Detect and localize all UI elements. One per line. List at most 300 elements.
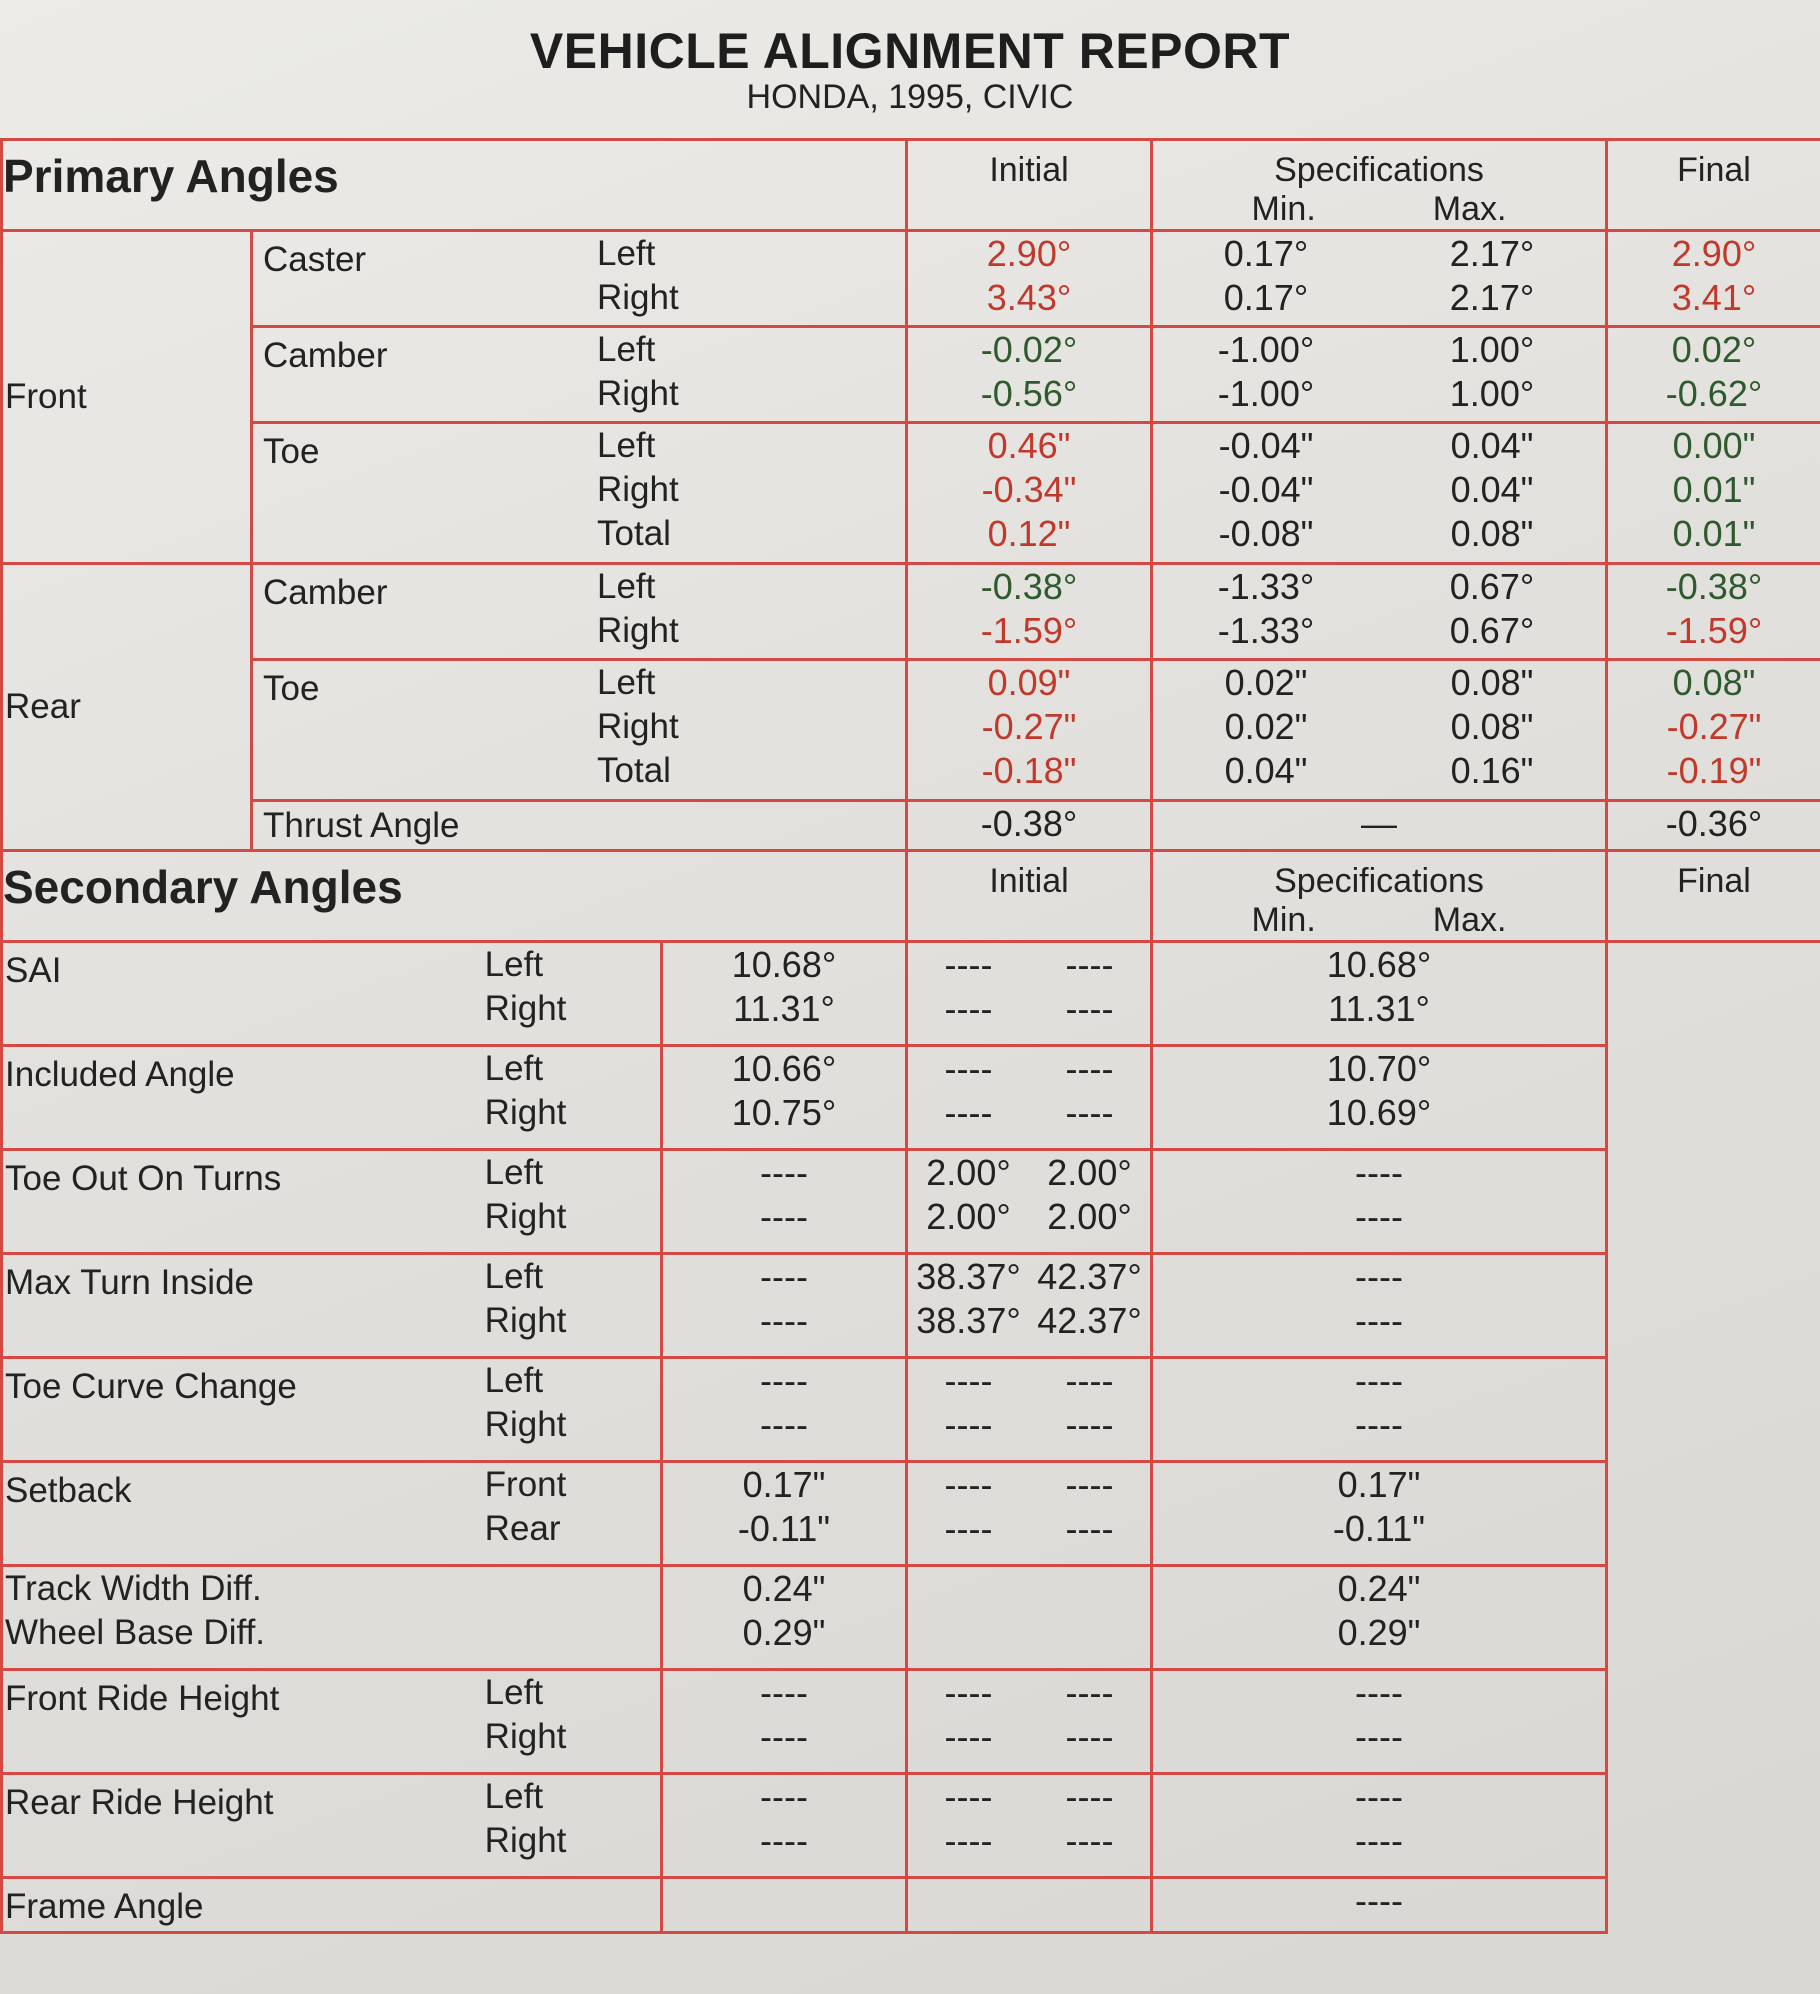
spec-min-value: 2.00°	[926, 1196, 1011, 1237]
spec-min-value: 38.37°	[916, 1256, 1021, 1297]
final-values	[1153, 1359, 1605, 1447]
secondary-angle-name: Max Turn Inside	[5, 1263, 254, 1302]
spec-min-col	[908, 1047, 1029, 1135]
spec-max-col	[1379, 565, 1605, 653]
spec-min-value: ----	[944, 1360, 993, 1401]
final-values	[1153, 1255, 1605, 1343]
final-values	[1153, 1047, 1605, 1135]
final-value: ----	[1355, 1820, 1403, 1861]
side-label: Right	[484, 1821, 567, 1860]
initial-cell	[662, 1566, 907, 1670]
final-values	[1153, 1463, 1605, 1551]
spec-max-value: 2.17°	[1449, 233, 1535, 274]
initial-values	[663, 1775, 905, 1863]
initial-cell	[662, 1046, 907, 1150]
initial-value: 0.24"	[742, 1568, 826, 1609]
spec-max-value: ----	[1065, 1092, 1114, 1133]
final-value: 10.69°	[1326, 1092, 1432, 1133]
initial-values	[663, 1463, 905, 1551]
initial-value: 0.09"	[987, 662, 1071, 703]
secondary-name-cell	[2, 1878, 662, 1933]
spec-min-value: ----	[944, 944, 993, 985]
initial-value: ----	[760, 1360, 808, 1401]
initial-values	[663, 1567, 905, 1655]
spec-max-col	[1029, 1671, 1150, 1759]
spec-max-col	[1029, 1255, 1150, 1343]
thrust-initial-value: -0.38°	[980, 803, 1078, 844]
spec-max-value: ----	[1065, 1404, 1114, 1445]
spec-max-value: 2.00°	[1047, 1152, 1132, 1193]
min-heading: Min.	[1251, 190, 1316, 228]
final-value: ----	[1355, 1360, 1403, 1401]
final-values	[1153, 1775, 1605, 1863]
primary-header-row	[2, 140, 1820, 231]
spec-values	[908, 1775, 1150, 1863]
primary-row	[2, 231, 1820, 327]
spec-min-col	[908, 1463, 1029, 1551]
initial-value: 11.31°	[733, 988, 835, 1029]
initial-value: ----	[760, 1256, 808, 1297]
spec-max-value: ----	[1065, 988, 1114, 1029]
spec-max-value: ----	[1065, 1464, 1114, 1505]
final-value: 11.31°	[1328, 988, 1430, 1029]
angle-name: Toe	[263, 432, 320, 471]
spec-cell	[907, 1566, 1152, 1670]
final-cell	[1152, 942, 1607, 1046]
angle-name: Toe	[263, 669, 320, 708]
side-label: Left	[484, 1673, 544, 1712]
secondary-angle-name: Included Angle	[5, 1055, 235, 1094]
initial-cell	[662, 1254, 907, 1358]
thrust-final-value: -0.36°	[1665, 803, 1763, 844]
primary-heading: Primary Angles	[3, 150, 339, 202]
initial-value: ----	[760, 1820, 808, 1861]
spec-max-value: 0.67°	[1449, 610, 1535, 651]
spec-min-col	[908, 1359, 1029, 1447]
spec-cell	[907, 1254, 1152, 1358]
secondary-name-wrap	[3, 1879, 660, 1929]
final-value: 0.24"	[1337, 1568, 1421, 1609]
initial-values	[908, 661, 1150, 793]
col-initial-header	[907, 140, 1152, 231]
spec-max-col	[1029, 1359, 1150, 1447]
initial-cell	[907, 564, 1152, 660]
side-labels	[471, 943, 660, 1031]
initial-value: -0.56°	[980, 373, 1078, 414]
side-labels	[471, 1151, 660, 1239]
angle-name-cell	[252, 231, 907, 327]
side-label: Right	[484, 1405, 567, 1444]
spec-min-value: 0.02"	[1224, 662, 1308, 703]
secondary-name-cell	[2, 1254, 662, 1358]
secondary-name-wrap	[3, 1047, 660, 1135]
side-label: Left	[597, 330, 656, 369]
rear-group-cell	[2, 564, 252, 851]
spec-max-value: 0.04"	[1450, 469, 1534, 510]
final-heading: Final	[1677, 151, 1751, 189]
secondary-angle-name: SAI	[5, 951, 62, 990]
initial-value: -1.59°	[980, 610, 1078, 651]
initial-values	[663, 1359, 905, 1447]
final-value: 10.68°	[1326, 944, 1432, 985]
thrust-initial-cell	[907, 801, 1152, 851]
thrust-name-cell	[252, 801, 907, 851]
final-values	[1153, 1671, 1605, 1759]
front-group-label: Front	[5, 377, 87, 416]
spec-values	[1153, 661, 1605, 793]
final-cell	[1152, 1358, 1607, 1462]
spec-max-value: 0.04"	[1450, 425, 1534, 466]
col-specs-header	[1152, 140, 1607, 231]
final-values	[1608, 661, 1820, 793]
min-heading: Min.	[1251, 901, 1316, 939]
final-value: 0.17"	[1337, 1464, 1421, 1505]
final-values	[1153, 1879, 1605, 1923]
final-cell	[1607, 231, 1820, 327]
side-labels	[471, 1255, 660, 1343]
angle-name-wrap	[253, 424, 905, 556]
initial-cell	[907, 231, 1152, 327]
report-subtitle: HONDA, 1995, CIVIC	[746, 78, 1074, 116]
spec-min-col	[908, 943, 1029, 1031]
final-value: 3.41°	[1671, 277, 1757, 318]
side-label: Right	[597, 278, 679, 317]
secondary-name-wrap	[3, 1255, 660, 1343]
final-cell	[1152, 1566, 1607, 1670]
side-label: Right	[597, 374, 679, 413]
spec-cell	[1152, 423, 1607, 564]
initial-value: -0.11"	[737, 1508, 831, 1549]
initial-values	[908, 328, 1150, 416]
max-heading: Max.	[1432, 190, 1507, 228]
angle-name: Camber	[263, 336, 388, 375]
final-value: ----	[1355, 1300, 1403, 1341]
spec-values	[1153, 424, 1605, 556]
thrust-spec-value: —	[1361, 803, 1398, 844]
initial-values	[663, 1255, 905, 1343]
final-value: ----	[1355, 1672, 1403, 1713]
spec-max-value: 2.17°	[1449, 277, 1535, 318]
side-label: Left	[597, 567, 656, 606]
spec-values	[1153, 565, 1605, 653]
spec-min-col	[1153, 661, 1379, 793]
spec-cell	[907, 1670, 1152, 1774]
max-heading: Max.	[1432, 901, 1507, 939]
side-labels	[583, 565, 905, 653]
spec-max-value: ----	[1065, 1508, 1114, 1549]
angle-name-cell	[252, 564, 907, 660]
side-label: Right	[484, 1301, 567, 1340]
spec-cell	[1152, 231, 1607, 327]
spec-max-value: 0.67°	[1449, 566, 1535, 607]
thrust-spec-cell	[1152, 801, 1607, 851]
initial-value: -0.27"	[981, 706, 1077, 747]
secondary-heading: Secondary Angles	[3, 861, 403, 913]
spec-min-value: -1.00°	[1217, 329, 1315, 370]
initial-cell	[907, 423, 1152, 564]
final-value: ----	[1355, 1880, 1403, 1921]
front-group-cell	[2, 231, 252, 564]
spec-min-col	[908, 1775, 1029, 1863]
side-labels	[471, 1047, 660, 1135]
side-label: Right	[484, 1093, 567, 1132]
secondary-name-cell	[2, 1150, 662, 1254]
initial-value: 0.12"	[987, 513, 1071, 554]
min-max-headings	[1153, 901, 1605, 940]
min-max-headings	[1153, 190, 1605, 229]
initial-cell	[662, 1878, 907, 1933]
spec-max-value: 0.08"	[1450, 706, 1534, 747]
side-label: Left	[597, 234, 656, 273]
spec-max-value: ----	[1065, 1716, 1114, 1757]
initial-value: 0.17"	[742, 1464, 826, 1505]
col-specs-header	[1152, 851, 1607, 942]
specs-heading-wrap	[1153, 141, 1605, 229]
spec-min-col	[908, 1671, 1029, 1759]
angle-name-wrap	[253, 565, 905, 653]
spec-min-value: 38.37°	[916, 1300, 1021, 1341]
spec-max-value: 1.00°	[1449, 329, 1535, 370]
initial-value: -0.18"	[981, 750, 1077, 791]
spec-max-value: 0.08"	[1450, 662, 1534, 703]
final-heading: Final	[1677, 862, 1751, 900]
spec-values	[1153, 328, 1605, 416]
side-label: Front	[484, 1465, 567, 1504]
spec-min-value: -1.33°	[1217, 566, 1315, 607]
spec-min-value: ----	[944, 1776, 993, 1817]
primary-row	[2, 327, 1820, 423]
primary-row	[2, 423, 1820, 564]
secondary-row	[2, 942, 1820, 1046]
initial-cell	[662, 1670, 907, 1774]
spec-values	[908, 1671, 1150, 1759]
secondary-row	[2, 1878, 1820, 1933]
secondary-row	[2, 1566, 1820, 1670]
final-value: ----	[1355, 1256, 1403, 1297]
final-cell	[1152, 1150, 1607, 1254]
spec-min-value: ----	[944, 1820, 993, 1861]
final-value: ----	[1355, 1716, 1403, 1757]
final-value: ----	[1355, 1152, 1403, 1193]
initial-value: ----	[760, 1776, 808, 1817]
spec-cell	[907, 1358, 1152, 1462]
secondary-name-wrap	[3, 1359, 660, 1447]
spec-max-value: ----	[1065, 944, 1114, 985]
side-label: Right	[597, 611, 679, 650]
spec-cell	[907, 1150, 1152, 1254]
primary-row	[2, 660, 1820, 801]
spec-max-value: 0.16"	[1450, 750, 1534, 791]
angle-name-wrap	[253, 328, 905, 416]
spec-min-value: 0.04"	[1224, 750, 1308, 791]
spec-max-col	[1379, 424, 1605, 556]
secondary-name-col	[3, 1879, 661, 1929]
spec-max-value: 0.08"	[1450, 513, 1534, 554]
secondary-name-cell	[2, 1358, 662, 1462]
side-label: Left	[484, 1777, 544, 1816]
initial-value: ----	[760, 1404, 808, 1445]
secondary-row	[2, 1670, 1820, 1774]
final-cell	[1152, 1878, 1607, 1933]
initial-heading: Initial	[989, 862, 1069, 900]
secondary-row	[2, 1254, 1820, 1358]
secondary-name-cell	[2, 1566, 662, 1670]
final-cell	[1607, 660, 1820, 801]
secondary-row	[2, 1358, 1820, 1462]
final-values	[1153, 943, 1605, 1031]
spec-min-value: 0.17°	[1223, 233, 1309, 274]
spec-cell	[1152, 564, 1607, 660]
final-value: 10.70°	[1326, 1048, 1432, 1089]
specifications-heading: Specifications	[1274, 862, 1484, 900]
side-label: Total	[597, 751, 671, 790]
spec-values	[908, 1151, 1150, 1239]
side-label: Right	[484, 989, 567, 1028]
final-value: 0.29"	[1337, 1612, 1421, 1653]
spec-min-col	[908, 1151, 1029, 1239]
final-cell	[1152, 1670, 1607, 1774]
spec-cell	[907, 1046, 1152, 1150]
secondary-name-cell	[2, 1670, 662, 1774]
secondary-name-wrap	[3, 1567, 660, 1655]
spec-max-value: 42.37°	[1037, 1300, 1142, 1341]
final-value: -1.59°	[1665, 610, 1763, 651]
secondary-name-col	[3, 1567, 661, 1655]
secondary-name-cell	[2, 1462, 662, 1566]
initial-value: -0.38°	[980, 566, 1078, 607]
initial-values	[908, 424, 1150, 556]
side-labels	[471, 1359, 660, 1447]
spec-min-value: ----	[944, 1092, 993, 1133]
final-value: 0.08"	[1672, 662, 1756, 703]
final-cell	[1607, 423, 1820, 564]
spec-min-value: ----	[944, 1508, 993, 1549]
col-final-header	[1607, 851, 1820, 942]
spec-min-col	[908, 1255, 1029, 1343]
initial-value: 10.68°	[731, 944, 837, 985]
spec-min-value: ----	[944, 1048, 993, 1089]
spec-max-col	[1379, 661, 1605, 793]
final-value: ----	[1355, 1404, 1403, 1445]
angle-name: Caster	[263, 240, 367, 279]
side-labels	[583, 328, 905, 416]
spec-max-value: ----	[1065, 1776, 1114, 1817]
secondary-name-cell	[2, 1046, 662, 1150]
spec-values	[908, 943, 1150, 1031]
angle-name-cell	[252, 660, 907, 801]
secondary-angle-name: Toe Out On Turns	[5, 1159, 282, 1198]
secondary-angle-name: Toe Curve Change	[5, 1367, 297, 1406]
secondary-row	[2, 1462, 1820, 1566]
spec-values	[908, 1255, 1150, 1343]
spec-min-value: -0.04"	[1218, 425, 1314, 466]
secondary-name-cell	[2, 942, 662, 1046]
initial-value: 10.75°	[731, 1092, 837, 1133]
spec-max-col	[1379, 232, 1605, 320]
final-value: 0.00"	[1672, 425, 1756, 466]
spec-min-value: ----	[944, 1672, 993, 1713]
spec-cell	[907, 1462, 1152, 1566]
secondary-angle-name: Rear Ride Height	[5, 1783, 274, 1822]
secondary-name-wrap	[3, 1463, 660, 1551]
spec-max-col	[1379, 328, 1605, 416]
rear-group-label: Rear	[5, 687, 81, 726]
secondary-name-cell	[2, 1774, 662, 1878]
side-label: Left	[597, 426, 656, 465]
spec-values	[1153, 232, 1605, 320]
secondary-angle-name: Front Ride Height	[5, 1679, 280, 1718]
spec-min-col	[1153, 424, 1379, 556]
spec-cell	[1152, 660, 1607, 801]
initial-cell	[662, 1150, 907, 1254]
col-initial-header	[907, 851, 1152, 942]
spec-min-value: ----	[944, 1404, 993, 1445]
side-labels	[583, 661, 905, 793]
final-value: ----	[1355, 1196, 1403, 1237]
initial-value: ----	[760, 1196, 808, 1237]
spec-max-col	[1029, 1151, 1150, 1239]
spec-min-col	[1153, 328, 1379, 416]
spec-max-value: ----	[1065, 1820, 1114, 1861]
final-values	[1608, 328, 1820, 416]
secondary-row	[2, 1150, 1820, 1254]
initial-cell	[662, 1774, 907, 1878]
final-value: -0.38°	[1665, 566, 1763, 607]
primary-row	[2, 564, 1820, 660]
initial-value: ----	[760, 1300, 808, 1341]
thrust-angle-row	[2, 801, 1820, 851]
spec-min-value: 0.02"	[1224, 706, 1308, 747]
initial-value: 10.66°	[731, 1048, 837, 1089]
final-values	[1608, 232, 1820, 320]
spec-min-value: ----	[944, 988, 993, 1029]
initial-heading: Initial	[989, 151, 1069, 189]
initial-cell	[662, 942, 907, 1046]
side-label: Left	[484, 1049, 544, 1088]
spec-cell	[907, 1878, 1152, 1933]
thrust-final-cell	[1607, 801, 1820, 851]
side-label: Right	[597, 707, 679, 746]
secondary-heading-cell	[2, 851, 907, 942]
initial-value: 2.90°	[986, 233, 1072, 274]
spec-min-value: -0.08"	[1218, 513, 1314, 554]
angle-name-wrap	[253, 232, 905, 320]
final-values	[1153, 1151, 1605, 1239]
final-value: 0.01"	[1672, 469, 1756, 510]
side-label: Left	[484, 1361, 544, 1400]
secondary-name-wrap	[3, 1151, 660, 1239]
spec-min-value: 2.00°	[926, 1152, 1011, 1193]
secondary-name-wrap	[3, 1671, 660, 1759]
side-labels	[583, 424, 905, 556]
specs-heading-wrap	[1153, 852, 1605, 940]
final-value: ----	[1355, 1776, 1403, 1817]
primary-heading-cell	[2, 140, 907, 231]
spec-max-value: 42.37°	[1037, 1256, 1142, 1297]
spec-max-value: ----	[1065, 1360, 1114, 1401]
initial-values	[663, 943, 905, 1031]
final-value: -0.62°	[1665, 373, 1763, 414]
final-cell	[1152, 1046, 1607, 1150]
spec-min-value: -0.04"	[1218, 469, 1314, 510]
side-label: Left	[484, 945, 544, 984]
side-labels	[471, 1463, 660, 1551]
final-cell	[1607, 327, 1820, 423]
final-cell	[1152, 1774, 1607, 1878]
final-value: -0.19"	[1666, 750, 1762, 791]
secondary-angle-name: Frame Angle	[5, 1887, 204, 1926]
spec-values	[908, 1463, 1150, 1551]
